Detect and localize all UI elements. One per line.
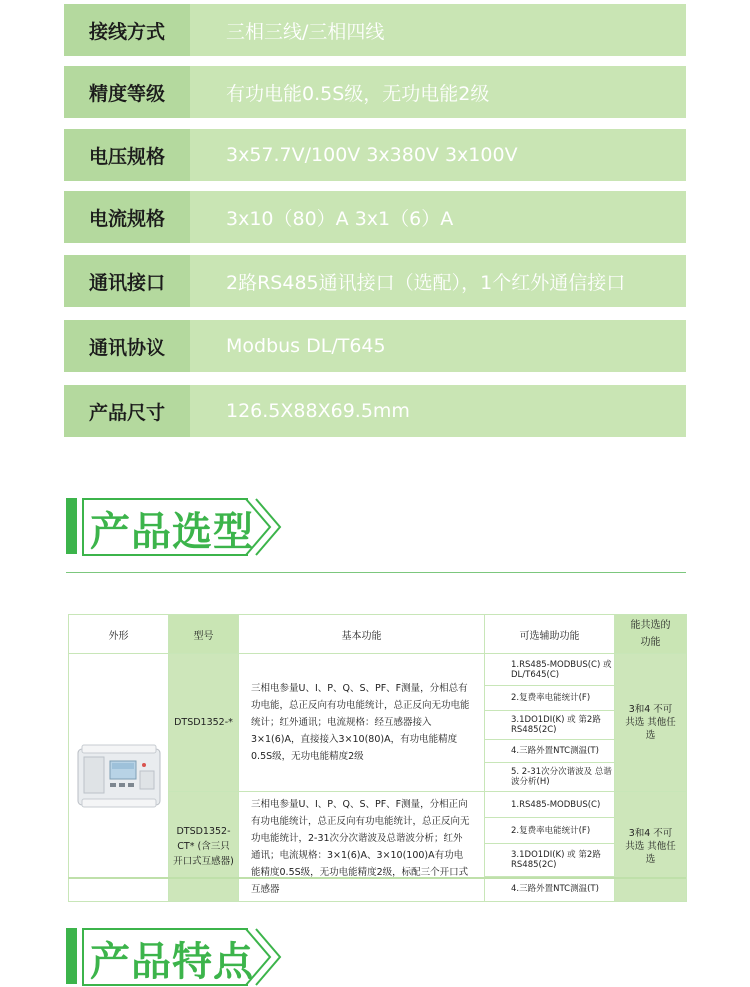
section-bar (66, 928, 77, 984)
section-bar (66, 498, 77, 554)
product-image (69, 654, 169, 902)
section-heading (66, 498, 286, 556)
spec-value: 3x10（80）A 3x1（6）A (190, 191, 686, 243)
model-cell: DTSD1352-* (169, 654, 239, 792)
header-options: 可选辅助功能 (485, 615, 615, 654)
chevron-right-icon (244, 928, 284, 986)
options-cell (485, 792, 615, 902)
option-item: 3.1DO1DI(K) 或 第2路RS485(2C) (485, 711, 614, 740)
exclusive-cell: 3和4 不可共选 其他任选 (615, 654, 687, 792)
header-model: 型号 (169, 615, 239, 654)
model-cell: DTSD1352-CT* (含三只开口式互感器) (169, 792, 239, 902)
header-exclusive: 能共选的功能 (615, 615, 687, 654)
spec-row (64, 4, 686, 56)
spec-row (64, 191, 686, 243)
option-item: 1.RS485-MODBUS(C) 或DL/T645(C) (485, 654, 614, 686)
spec-label: 产品尺寸 (64, 385, 190, 437)
options-cell (485, 654, 615, 792)
basic-function-cell: 三相电参量U、I、P、Q、S、PF、F测量，分相总有功电能，总正反向有功电能统计，总正反向无功电能统计；红外通讯；电流规格：经互感器接入3×1(6)A，直接接入3×10(80)A，有功电能精度0.5S级，无功电能精度2级 (239, 654, 485, 792)
header-look: 外形 (69, 615, 169, 654)
spec-value: 3x57.7V/100V 3x380V 3x100V (190, 129, 686, 181)
option-item: 5. 2-31次分次谐波及 总谐波分析(H) (511, 767, 612, 787)
chevron-right-icon (244, 498, 284, 556)
spec-value: 有功电能0.5S级，无功电能2级 (190, 66, 686, 118)
option-item: 4.三路外置NTC测温(T) (485, 740, 614, 763)
table-row (69, 654, 687, 792)
spec-row (64, 255, 686, 307)
option-item: 2.复费率电能统计(F) (485, 686, 614, 711)
spec-label: 电流规格 (64, 191, 190, 243)
exclusive-cell: 3和4 不可共选 其他任选 (615, 792, 687, 902)
section-title: 产品特点 (90, 939, 254, 985)
basic-function-cell: 三相电参量U、I、P、Q、S、PF、F测量，分相正向有功电能统计，总正反向有功电能统计，总正反向无功电能统计，2-31次分次谐波及总谐波分析；红外通讯；电流规格：3×1(6)A、3×10(100)A有功电能精度0.5S级，无功电能精度2级，标配三个开口式互感器 (239, 792, 485, 902)
section-title: 产品选型 (90, 509, 254, 555)
option-item: 3.1DO1DI(K) 或 第2路RS485(2C) (485, 844, 614, 877)
spec-row (64, 66, 686, 118)
meter-device-image (76, 743, 162, 809)
section-heading (66, 928, 286, 986)
spec-label: 精度等级 (64, 66, 190, 118)
spec-label: 通讯接口 (64, 255, 190, 307)
spec-value: 126.5X88X69.5mm (190, 385, 686, 437)
spec-label: 电压规格 (64, 129, 190, 181)
option-item: 1.RS485-MODBUS(C) (485, 792, 614, 818)
option-item: 4.三路外置NTC测温(T) (511, 884, 599, 894)
spec-label: 通讯协议 (64, 320, 190, 372)
spec-value: 2路RS485通讯接口（选配），1个红外通信接口 (190, 255, 686, 307)
spec-label: 接线方式 (64, 4, 190, 56)
option-item: 2.复费率电能统计(F) (485, 818, 614, 844)
table-bottom-line (68, 877, 686, 879)
spec-value: 三相三线/三相四线 (190, 4, 686, 56)
section-divider (66, 572, 686, 573)
spec-value: Modbus DL/T645 (190, 320, 686, 372)
spec-row (64, 129, 686, 181)
spec-row (64, 385, 686, 437)
spec-row (64, 320, 686, 372)
header-basic: 基本功能 (239, 615, 485, 654)
selection-table (68, 614, 687, 902)
